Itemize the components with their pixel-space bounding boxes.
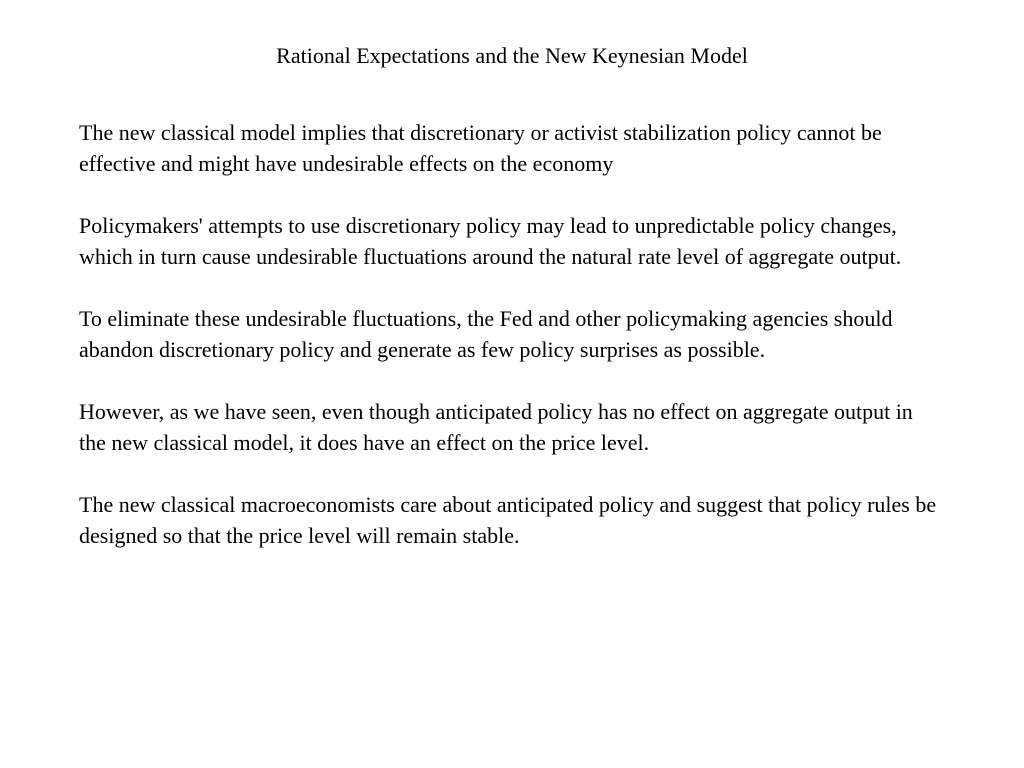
paragraph-price-level-effect: However, as we have seen, even though anticipated policy has no effect on aggregate output in the new classical model, it does have an effect on the price level. bbox=[79, 399, 913, 455]
paragraph-policy-rules: The new classical macroeconomists care about anticipated policy and suggest that policy rules be designed so that the price level will remain stable. bbox=[79, 492, 937, 548]
paragraph-unpredictable-policy: Policymakers' attempts to use discretionary policy may lead to unpredictable policy changes, which in turn cause undesirable fluctuations around the natural rate level of aggregate output. bbox=[79, 213, 902, 269]
paragraph-eliminate-fluctuations: To eliminate these undesirable fluctuations, the Fed and other policymaking agencies should abandon discretionary policy and generate as few policy surprises as possible. bbox=[79, 306, 893, 362]
slide-title: Rational Expectations and the New Keynesian Model bbox=[276, 43, 748, 68]
slide-body bbox=[79, 117, 939, 582]
paragraph-new-classical-implication: The new classical model implies that discretionary or activist stabilization policy cannot be effective and might have undesirable effects on the economy bbox=[79, 120, 882, 176]
